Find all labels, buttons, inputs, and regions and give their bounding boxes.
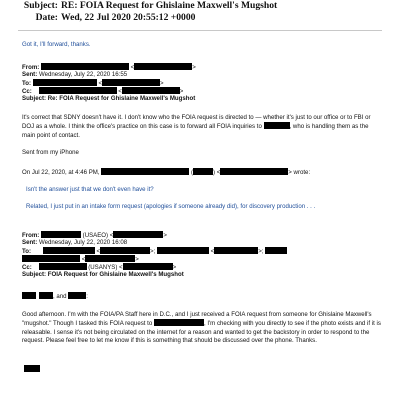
msg2-subject [22,95,195,103]
redaction [113,231,163,238]
msg2-sent [22,71,127,79]
header-divider [18,30,382,31]
redaction [39,263,87,270]
quoted-line-1: Isn't the answer just that we don't even have it? [26,186,154,193]
msg3-from: From: (USAEO) < > [22,232,167,239]
msg2-on-wrote: On Jul 22, 2020, at 4:46 PM, ( ) < > wrote: [22,169,311,176]
msg3-from-label: From: [22,232,40,239]
msg3-from-org: (USAEO) < [82,232,114,239]
msg2-body-a: It's correct that SDNY doesn't have it. I don't know who the FOIA request is directed to — whether it's just to our office or to FBI or DOJ as a whole. I think the office's practice on this case is to forward all FOIA inquiries to [22,114,371,131]
msg2-subject-value: Re: FOIA Request for Ghislaine Maxwell's Mugshot [47,95,196,102]
msg3-sent-value: Wednesday, July 22, 2020 16:08 [38,239,128,246]
header-subject [18,0,277,12]
msg3-sent [22,239,127,247]
msg2-cc: Cc: < > [22,88,184,95]
header-subject-value: RE: FOIA Request for Ghislaine Maxwell's Mugshot [61,0,278,11]
msg3-to: To: < >; < >; [22,247,287,256]
msg3-body-b: , I'm checking with you directly to see if the photo exists and if it is releasable. I sense it's not being circulated on the internet for a reason and wanted to get the backstory in order to respond to the request. Please feel free to let me know if this is something that should be discussed over the phone. Thanks. [22,320,381,345]
msg2-sent-label: Sent: [22,71,38,78]
redaction [154,319,204,326]
msg3-subject-label: Subject: [22,271,47,278]
redaction [214,247,258,254]
redaction [43,247,95,254]
msg3-cc: Cc: (USANYS) < > [22,264,177,271]
redaction [39,87,117,94]
signoff-redaction [24,365,40,372]
msg2-wrote: > wrote: [288,169,311,176]
msg3-to-cont: < > [22,255,139,264]
redaction [68,292,86,299]
redaction [220,168,288,175]
header-date [18,12,195,24]
msg3-cc-label: Cc: [22,264,32,271]
msg2-from-label: From: [22,64,40,71]
redaction [22,255,80,262]
header-subject-label: Subject: [23,0,58,11]
redaction [102,79,160,86]
redaction [264,122,290,129]
redaction [41,231,81,238]
redaction [101,168,189,175]
msg2-sent-value: Wednesday, July 22, 2020 16:55 [38,71,128,78]
msg3-body [22,311,382,346]
redaction [157,247,209,254]
redaction [265,247,287,254]
redaction [41,63,129,70]
redaction [22,292,36,299]
msg3-to-label: To: [22,248,32,255]
redaction [122,87,180,94]
msg2-body-b: , who is handling them as the main point of contact. [22,123,369,139]
msg3-and: , and [53,293,67,300]
quoted-line-2: Related, I just put in an intake form request (apologies if someone already did), for discovery production . . . [26,203,316,210]
msg2-on-date: On Jul 22, 2020, at 4:46 PM, [22,169,100,176]
msg3-cc-org: (USANYS) < [88,264,123,271]
msg2-from: From: < > [22,64,196,71]
msg2-to: To: < > [22,80,164,87]
msg3-body-a: Good afternoon. I'm with the FOIA/PA Staff here in D.C., and I just received a FOIA request from someone for Ghislaine Maxwell's "mugshot." Though I tasked this FOIA request to [22,311,372,328]
redaction [100,247,150,254]
header-date-label: Date: [35,12,58,23]
msg3-greeting: , and : [22,292,88,301]
msg2-to-label: To: [22,80,32,87]
redaction [134,63,192,70]
header-date-value: Wed, 22 Jul 2020 20:55:12 +0000 [61,12,196,23]
msg3-subject-value: FOIA Request for Ghislaine Maxwell's Mugshot [47,271,184,278]
redaction [85,255,135,262]
msg2-body [22,114,382,140]
msg2-subject-label: Subject: [22,95,47,102]
msg2-cc-label: Cc: [22,88,32,95]
redaction [193,168,213,175]
redaction [39,292,53,299]
msg2-signature: Sent from my iPhone [22,149,79,156]
msg3-sent-label: Sent: [22,239,38,246]
msg1-body: Got it, I'll forward, thanks. [22,41,91,48]
msg3-subject [22,271,184,279]
redaction [123,263,173,270]
redaction [33,79,97,86]
